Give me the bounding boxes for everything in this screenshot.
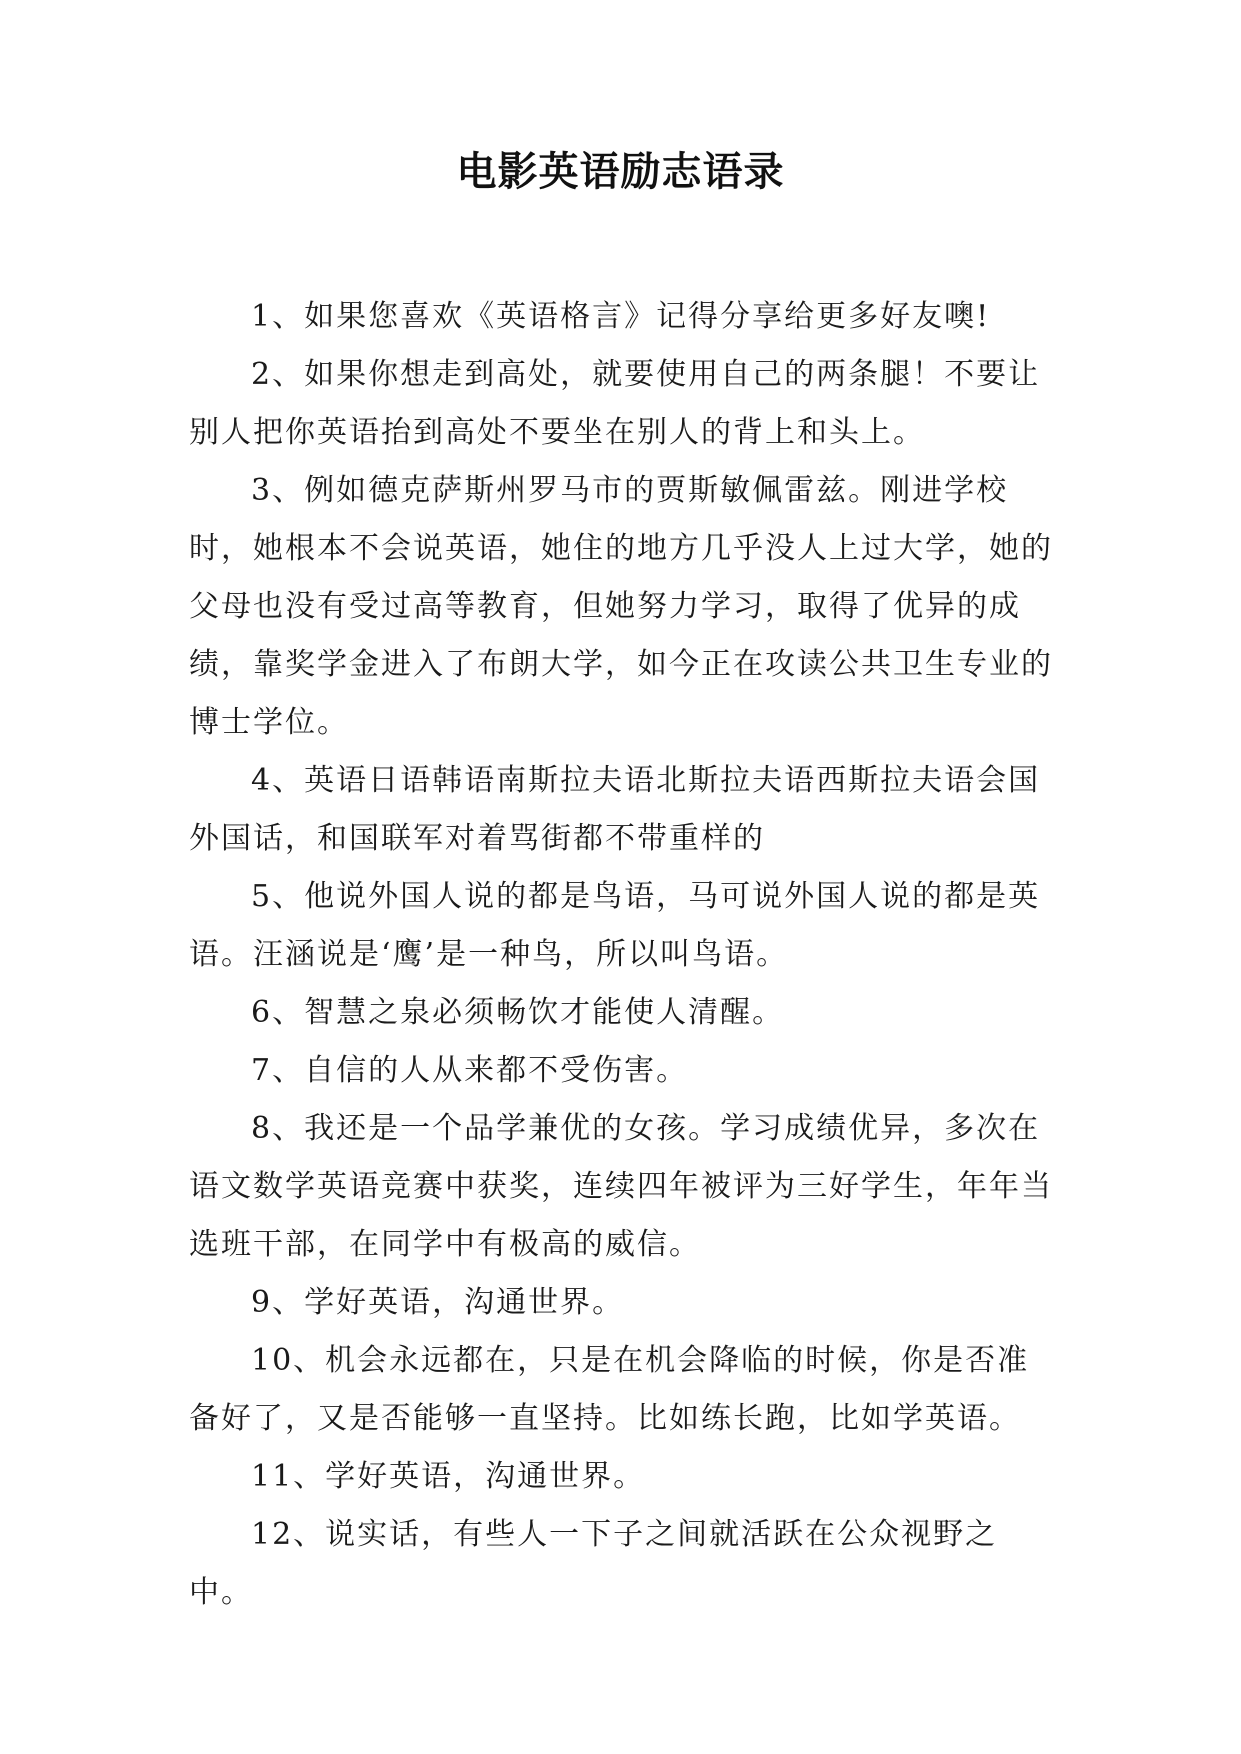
paragraph-2: 2、如果你想走到高处，就要使用自己的两条腿！不要让别人把你英语抬到高处不要坐在别人的背上和头上。 (189, 357, 1041, 450)
paragraph-10: 10、机会永远都在，只是在机会降临的时候，你是否准备好了，又是否能够一直坚持。比如练长跑，比如学英语。 (189, 1343, 1030, 1436)
paragraph-4: 4、英语日语韩语南斯拉夫语北斯拉夫语西斯拉夫语会国外国话，和国联军对着骂街都不带重样的 (189, 763, 1041, 856)
paragraph-7: 7、自信的人从来都不受伤害。 (251, 1053, 689, 1088)
paragraph-11: 11、学好英语，沟通世界。 (251, 1459, 646, 1494)
paragraph-5: 5、他说外国人说的都是鸟语，马可说外国人说的都是英语。汪涵说是‘鹰’是一种鸟，所以叫鸟语。 (189, 879, 1041, 972)
paragraph-12: 12、说实话，有些人一下子之间就活跃在公众视野之中。 (189, 1517, 998, 1610)
paragraph-9: 9、学好英语，沟通世界。 (251, 1285, 625, 1320)
paragraph-3: 3、例如德克萨斯州罗马市的贾斯敏佩雷兹。刚进学校时，她根本不会说英语，她住的地方几乎没人上过大学，她的父母也没有受过高等教育，但她努力学习，取得了优异的成绩，靠奖学金进入了布朗大学，如今正在攻读公共卫生专业的博士学位。 (189, 473, 1053, 740)
document-title: 电影英语励志语录 (456, 149, 785, 195)
document-body (189, 288, 1059, 1622)
paragraph-6: 6、智慧之泉必须畅饮才能使人清醒。 (251, 995, 785, 1030)
paragraph-8: 8、我还是一个品学兼优的女孩。学习成绩优异，多次在语文数学英语竞赛中获奖，连续四年被评为三好学生，年年当选班干部，在同学中有极高的威信。 (189, 1111, 1053, 1262)
paragraph-1: 1、如果您喜欢《英语格言》记得分享给更多好友噢! (251, 299, 991, 334)
